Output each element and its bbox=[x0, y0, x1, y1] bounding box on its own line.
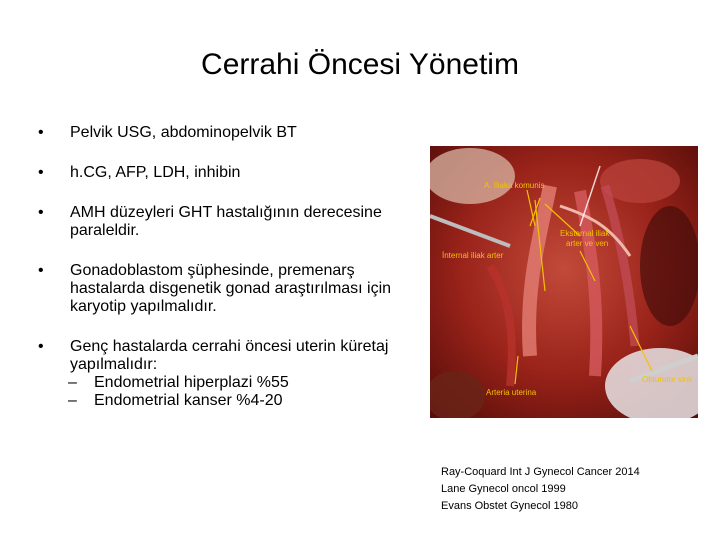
bullet-item bbox=[38, 164, 398, 182]
figure-label: İnternal iliak arter bbox=[442, 251, 504, 260]
bullet-text: Pelvik USG, abdominopelvik BT bbox=[70, 124, 297, 141]
bullet-marker: • bbox=[38, 262, 44, 279]
reference-item: Evans Obstet Gynecol 1980 bbox=[441, 500, 578, 512]
figure-label: A. İliaka komunis bbox=[484, 181, 545, 190]
bullet-text: h.CG, AFP, LDH, inhibin bbox=[70, 164, 241, 181]
bullet-marker: • bbox=[38, 204, 44, 221]
figure-label: Obturator sinir bbox=[642, 375, 693, 384]
sub-bullet-list bbox=[40, 374, 398, 410]
bullet-item bbox=[38, 204, 398, 240]
surgical-photo-illustration bbox=[430, 146, 698, 418]
bullet-list bbox=[38, 124, 398, 410]
reference-item: Ray-Coquard Int J Gynecol Cancer 2014 bbox=[441, 466, 640, 478]
sub-bullet-text: Endometrial hiperplazi %55 bbox=[94, 374, 289, 391]
surgical-photo bbox=[430, 146, 698, 418]
bullet-item bbox=[38, 262, 398, 316]
figure-label: Arteria uterina bbox=[486, 388, 537, 397]
bullet-item bbox=[38, 338, 398, 410]
bullet-text: AMH düzeyleri GHT hastalığının derecesine paraleldir. bbox=[70, 204, 382, 239]
bullet-marker: • bbox=[38, 338, 44, 355]
bullet-text: Genç hastalarda cerrahi öncesi uterin küretaj yapılmalıdır: bbox=[70, 338, 389, 373]
sub-bullet-text: Endometrial kanser %4-20 bbox=[94, 392, 283, 409]
reference-item: Lane Gynecol oncol 1999 bbox=[441, 483, 566, 495]
references bbox=[441, 464, 640, 515]
bullet-item bbox=[38, 124, 398, 142]
sub-bullet-marker: – bbox=[68, 374, 77, 391]
sub-bullet-item bbox=[68, 392, 398, 410]
slide-title: Cerrahi Öncesi Yönetim bbox=[201, 48, 519, 81]
bullet-marker: • bbox=[38, 164, 44, 181]
sub-bullet-item bbox=[68, 374, 398, 392]
bullet-text: Gonadoblastom şüphesinde, premenarş hastalarda disgenetik gonad araştırılması için karyotip yapılmalıdır. bbox=[70, 262, 392, 315]
figure-label: Eksternal iliak arter ve ven bbox=[560, 229, 610, 248]
bullet-marker: • bbox=[38, 124, 44, 141]
sub-bullet-marker: – bbox=[68, 392, 77, 409]
